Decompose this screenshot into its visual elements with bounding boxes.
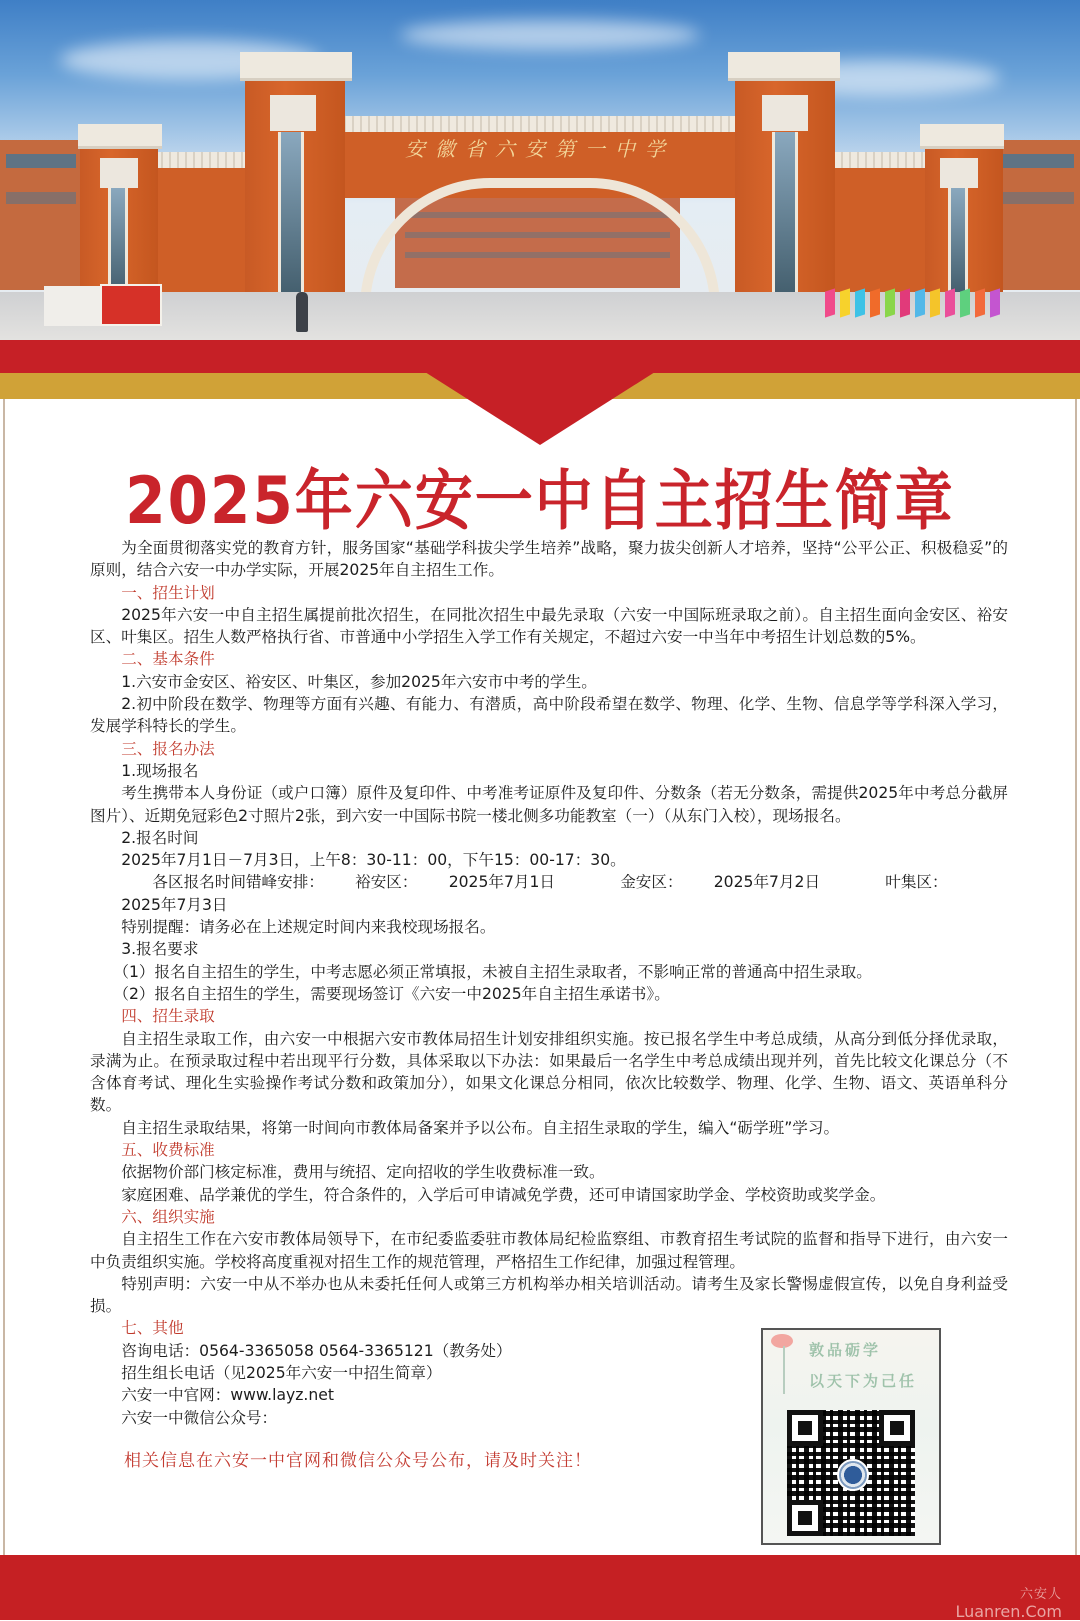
contact-phone: 咨询电话：0564-3365058 0564-3365121（教务处） (121, 1341, 512, 1360)
registration-materials: 考生携带本人身份证（或户口簿）原件及复印件、中考准考证原件及复印件、分数条（若无分数条，需提供2025年中考总分截屏图片）、近期免冠彩色2寸照片2张，到六安一中国际书院一楼北侧多功能教室（一）（从东门入校），现场报名。 (90, 784, 1008, 825)
wechat-account-label: 六安一中微信公众号： (121, 1408, 278, 1427)
schedule-district: 裕安区： (355, 873, 418, 892)
admissions-leader-phone: 招生组长电话（见2025年六安一中招生简章） (121, 1363, 442, 1382)
pedestrian (296, 292, 308, 332)
section-heading-conditions: 二、基本条件 (121, 650, 215, 669)
watermark-cn: 六安人 (1019, 1587, 1062, 1602)
condition-item: 2.初中阶段在数学、物理等方面有兴趣、有能力、有潜质，高中阶段希望在数学、物理、化学、生物、信息学等学科深入学习，发展学科特长的学生。 (90, 695, 1008, 736)
chevron-down-decoration (425, 372, 655, 445)
qr-finder-icon (879, 1410, 915, 1446)
section-heading-registration: 三、报名办法 (121, 739, 215, 758)
left-frame-line (3, 399, 5, 1555)
registration-time-title: 2.报名时间 (121, 828, 199, 847)
wechat-qr-code[interactable] (787, 1410, 915, 1536)
wechat-qr-card (761, 1328, 941, 1545)
white-banner (44, 286, 100, 326)
qr-finder-icon (787, 1410, 823, 1446)
organization-paragraph: 自主招生工作在六安市教体局领导下，在市纪委监委驻市教体局纪检监察组、市教育招生考试院的监督和指导下进行，由六安一中负责组织实施。学校将高度重视对招生工作的规范管理，严格招生工作纪律，加强过程管理。 (90, 1230, 1008, 1271)
intro-paragraph: 为全面贯彻落实党的教育方针，服务国家“基础学科拔尖学生培养”战略，聚力拔尖创新人才培养，坚持“公平公正、积极稳妥”的原则，结合六安一中办学实际，开展2025年自主招生工作。 (90, 539, 1008, 580)
section-heading-plan: 一、招生计划 (121, 583, 215, 602)
requirement-item: （2）报名自主招生的学生，需要现场签订《六安一中2025年自主招生承诺书》。 (113, 984, 670, 1003)
schedule-date: 2025年7月3日 (121, 895, 228, 914)
campus-gate-photo (0, 0, 1080, 340)
footer-red-band (0, 1555, 1080, 1620)
official-website[interactable]: 六安一中官网：www.layz.net (121, 1386, 334, 1405)
admission-paragraph: 自主招生录取结果，将第一时间向市教体局备案并予以公布。自主招生录取的学生，编入“砺学班”学习。 (121, 1118, 840, 1137)
schedule-date: 2025年7月2日 (713, 873, 821, 892)
registration-time: 2025年7月1日－7月3日，上午8：30-11：00，下午15：00-17：30。 (121, 851, 626, 870)
red-banner (100, 284, 162, 326)
qr-finder-icon (787, 1500, 823, 1536)
condition-item: 1.六安市金安区、裕安区、叶集区，参加2025年六安市中考的学生。 (121, 672, 597, 691)
follow-notice: 相关信息在六安一中官网和微信公众号公布，请及时关注！ (124, 1450, 592, 1471)
schedule-date: 2025年7月1日 (448, 873, 555, 892)
section-heading-other: 七、其他 (121, 1319, 184, 1338)
schedule-label: 各区报名时间错峰安排： (152, 873, 324, 892)
watermark-en: Luanren.Com (955, 1602, 1062, 1621)
section-heading-admission: 四、招生录取 (121, 1007, 215, 1026)
schedule-district: 金安区： (620, 873, 683, 892)
school-emblem-icon (837, 1459, 869, 1491)
special-reminder: 特别提醒：请务必在上述规定时间内来我校现场报名。 (121, 918, 496, 937)
flower-stem-decoration (783, 1346, 785, 1394)
gate-inscription: 安徽省六安第一中学 (405, 137, 675, 161)
fees-paragraph: 家庭困难、品学兼优的学生，符合条件的，入学后可申请减免学费，还可申请国家助学金、学校资助或奖学金。 (121, 1185, 886, 1204)
fees-paragraph: 依据物价部门核定标准，费用与统招、定向招收的学生收费标准一致。 (121, 1163, 605, 1182)
site-watermark (955, 1583, 1062, 1621)
plan-paragraph: 2025年六安一中自主招生属提前批次招生，在同批次招生中最先录取（六安一中国际班录取之前）。自主招生面向金安区、裕安区、叶集区。招生人数严格执行省、市普通中小学招生入学工作有关规定，不超过六安一中当年中考招生计划总数的5%。 (90, 605, 1008, 647)
registration-sub-title: 1.现场报名 (121, 761, 199, 780)
admission-paragraph: 自主招生录取工作，由六安一中根据六安市教体局招生计划安排组织实施。按已报名学生中考总成绩，从高分到低分择优录取，录满为止。在预录取过程中若出现平行分数，具体采取以下办法：如果最后一名学生中考总成绩出现并列，首先比较文化课总分（不含体育考试、理化生实验操作考试分数和政策加分），如果文化课总分相同，依次比较数学、物理、化学、生物、语文、英语单科分数。 (90, 1029, 1008, 1115)
district-schedule (90, 871, 1008, 916)
requirement-item: （1）报名自主招生的学生，中考志愿必须正常填报，未被自主招生录取者，不影响正常的普通高中招生录取。 (113, 962, 872, 981)
schedule-district: 叶集区： (885, 873, 948, 892)
special-statement: 特别声明：六安一中从不举办也从未委托任何人或第三方机构举办相关培训活动。请考生及家长警惕虚假宣传，以免自身利益受损。 (90, 1274, 1008, 1316)
section-heading-fees: 五、收费标准 (121, 1141, 215, 1160)
flower-icon (771, 1334, 793, 1348)
page-title: 2025年六安一中自主招生简章 (125, 462, 955, 539)
school-motto-line1: 敦品砺学 (809, 1341, 882, 1359)
school-motto-line2: 以天下为己任 (809, 1372, 918, 1390)
header-red-band (0, 340, 1080, 373)
right-frame-line (1075, 399, 1077, 1555)
requirements-title: 3.报名要求 (121, 940, 199, 959)
section-heading-organization: 六、组织实施 (121, 1207, 215, 1226)
